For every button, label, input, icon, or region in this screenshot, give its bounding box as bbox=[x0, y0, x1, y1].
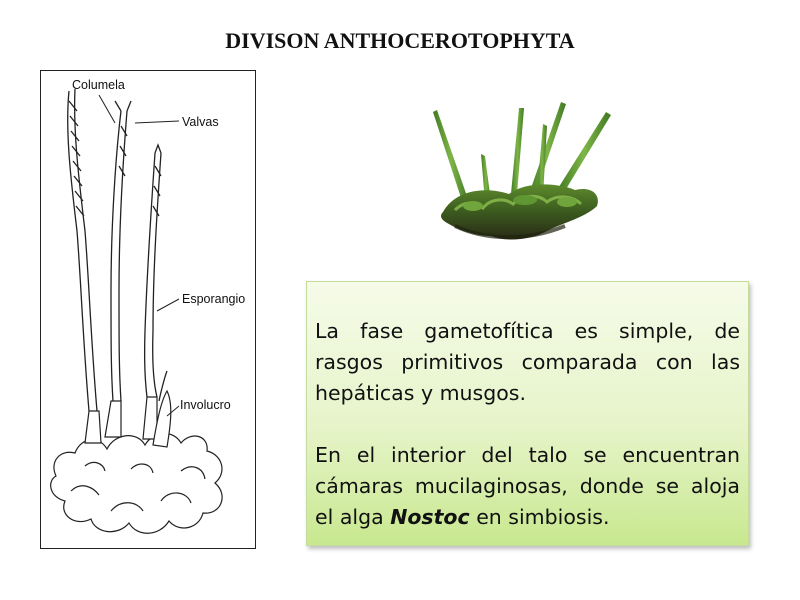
hornwort-photo-illustration bbox=[425, 90, 615, 260]
paragraph-nostoc-end: en simbiosis. bbox=[469, 505, 610, 529]
paragraph-nostoc-start: En el interior del talo se encuentran cámaras mucilaginosas, donde se aloja el alga bbox=[315, 443, 740, 529]
description-box bbox=[306, 281, 749, 546]
hornwort-photo bbox=[425, 90, 615, 260]
label-columela: Columela bbox=[72, 78, 125, 92]
label-involucro: Involucro bbox=[180, 398, 231, 412]
paragraph-nostoc bbox=[315, 440, 740, 533]
sporophytes bbox=[68, 89, 167, 411]
label-esporangio: Esporangio bbox=[182, 292, 246, 306]
paragraph-gametophyte: La fase gametofítica es simple, de rasgos primitivos comparada con las hepáticas y musgos. bbox=[315, 319, 740, 405]
slide-title: DIVISON ANTHOCEROTOPHYTA bbox=[225, 28, 575, 53]
hornwort-illustration bbox=[41, 71, 255, 548]
label-valvas: Valvas bbox=[182, 115, 219, 129]
hornwort-diagram bbox=[40, 70, 256, 549]
thallus bbox=[51, 433, 222, 533]
nostoc-term: Nostoc bbox=[390, 505, 470, 529]
